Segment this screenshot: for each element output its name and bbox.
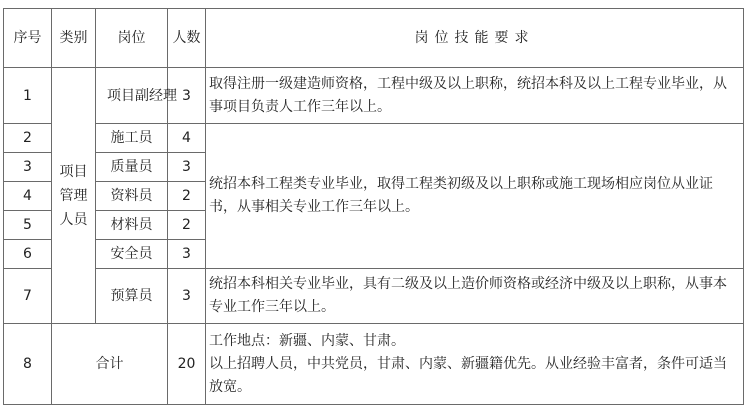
merged-requirements: 统招本科工程类专业毕业，取得工程类初级及以上职称或施工现场相应岗位从业证书，从事相关专业工作三年以上。	[206, 124, 744, 269]
row-position: 预算员	[96, 269, 168, 324]
row-position: 项目副经理	[96, 68, 168, 124]
total-row	[4, 324, 744, 405]
row-seq: 6	[4, 240, 52, 269]
header-count: 人数	[168, 9, 206, 68]
row-count: 3	[168, 153, 206, 182]
category-cell	[52, 68, 96, 324]
header-position: 岗位	[96, 9, 168, 68]
row-seq: 1	[4, 68, 52, 124]
row-count: 2	[168, 182, 206, 211]
category-label: 项目管理人员	[59, 163, 88, 228]
table-header-row	[4, 9, 744, 68]
row-count: 2	[168, 211, 206, 240]
row-seq: 2	[4, 124, 52, 153]
row-requirements: 统招本科相关专业毕业，具有二级及以上造价师资格或经济中级及以上职称，从事本专业工作三年以上。	[206, 269, 744, 324]
table-row	[4, 68, 744, 124]
header-category: 类别	[52, 9, 96, 68]
total-label: 合计	[52, 324, 168, 405]
row-count: 3	[168, 269, 206, 324]
row-count: 3	[168, 68, 206, 124]
work-location: 工作地点：新疆、内蒙、甘肃。	[209, 332, 405, 349]
row-position: 施工员	[96, 124, 168, 153]
total-seq: 8	[4, 324, 52, 405]
table-row	[4, 269, 744, 324]
total-count: 20	[168, 324, 206, 405]
row-position: 资料员	[96, 182, 168, 211]
row-position: 安全员	[96, 240, 168, 269]
row-seq: 3	[4, 153, 52, 182]
total-notes	[206, 324, 744, 405]
row-count: 3	[168, 240, 206, 269]
preference-note: 以上招聘人员，中共党员，甘肃、内蒙、新疆籍优先。从业经验丰富者，条件可适当放宽。	[209, 355, 727, 395]
row-count: 4	[168, 124, 206, 153]
header-seq: 序号	[4, 9, 52, 68]
table-row	[4, 124, 744, 153]
row-seq: 7	[4, 269, 52, 324]
recruitment-table	[3, 8, 744, 405]
row-seq: 5	[4, 211, 52, 240]
row-position: 质量员	[96, 153, 168, 182]
row-seq: 4	[4, 182, 52, 211]
header-requirements: 岗位技能要求	[206, 9, 744, 68]
row-requirements: 取得注册一级建造师资格，工程中级及以上职称，统招本科及以上工程专业毕业，从事项目负责人工作三年以上。	[206, 68, 744, 124]
row-position: 材料员	[96, 211, 168, 240]
